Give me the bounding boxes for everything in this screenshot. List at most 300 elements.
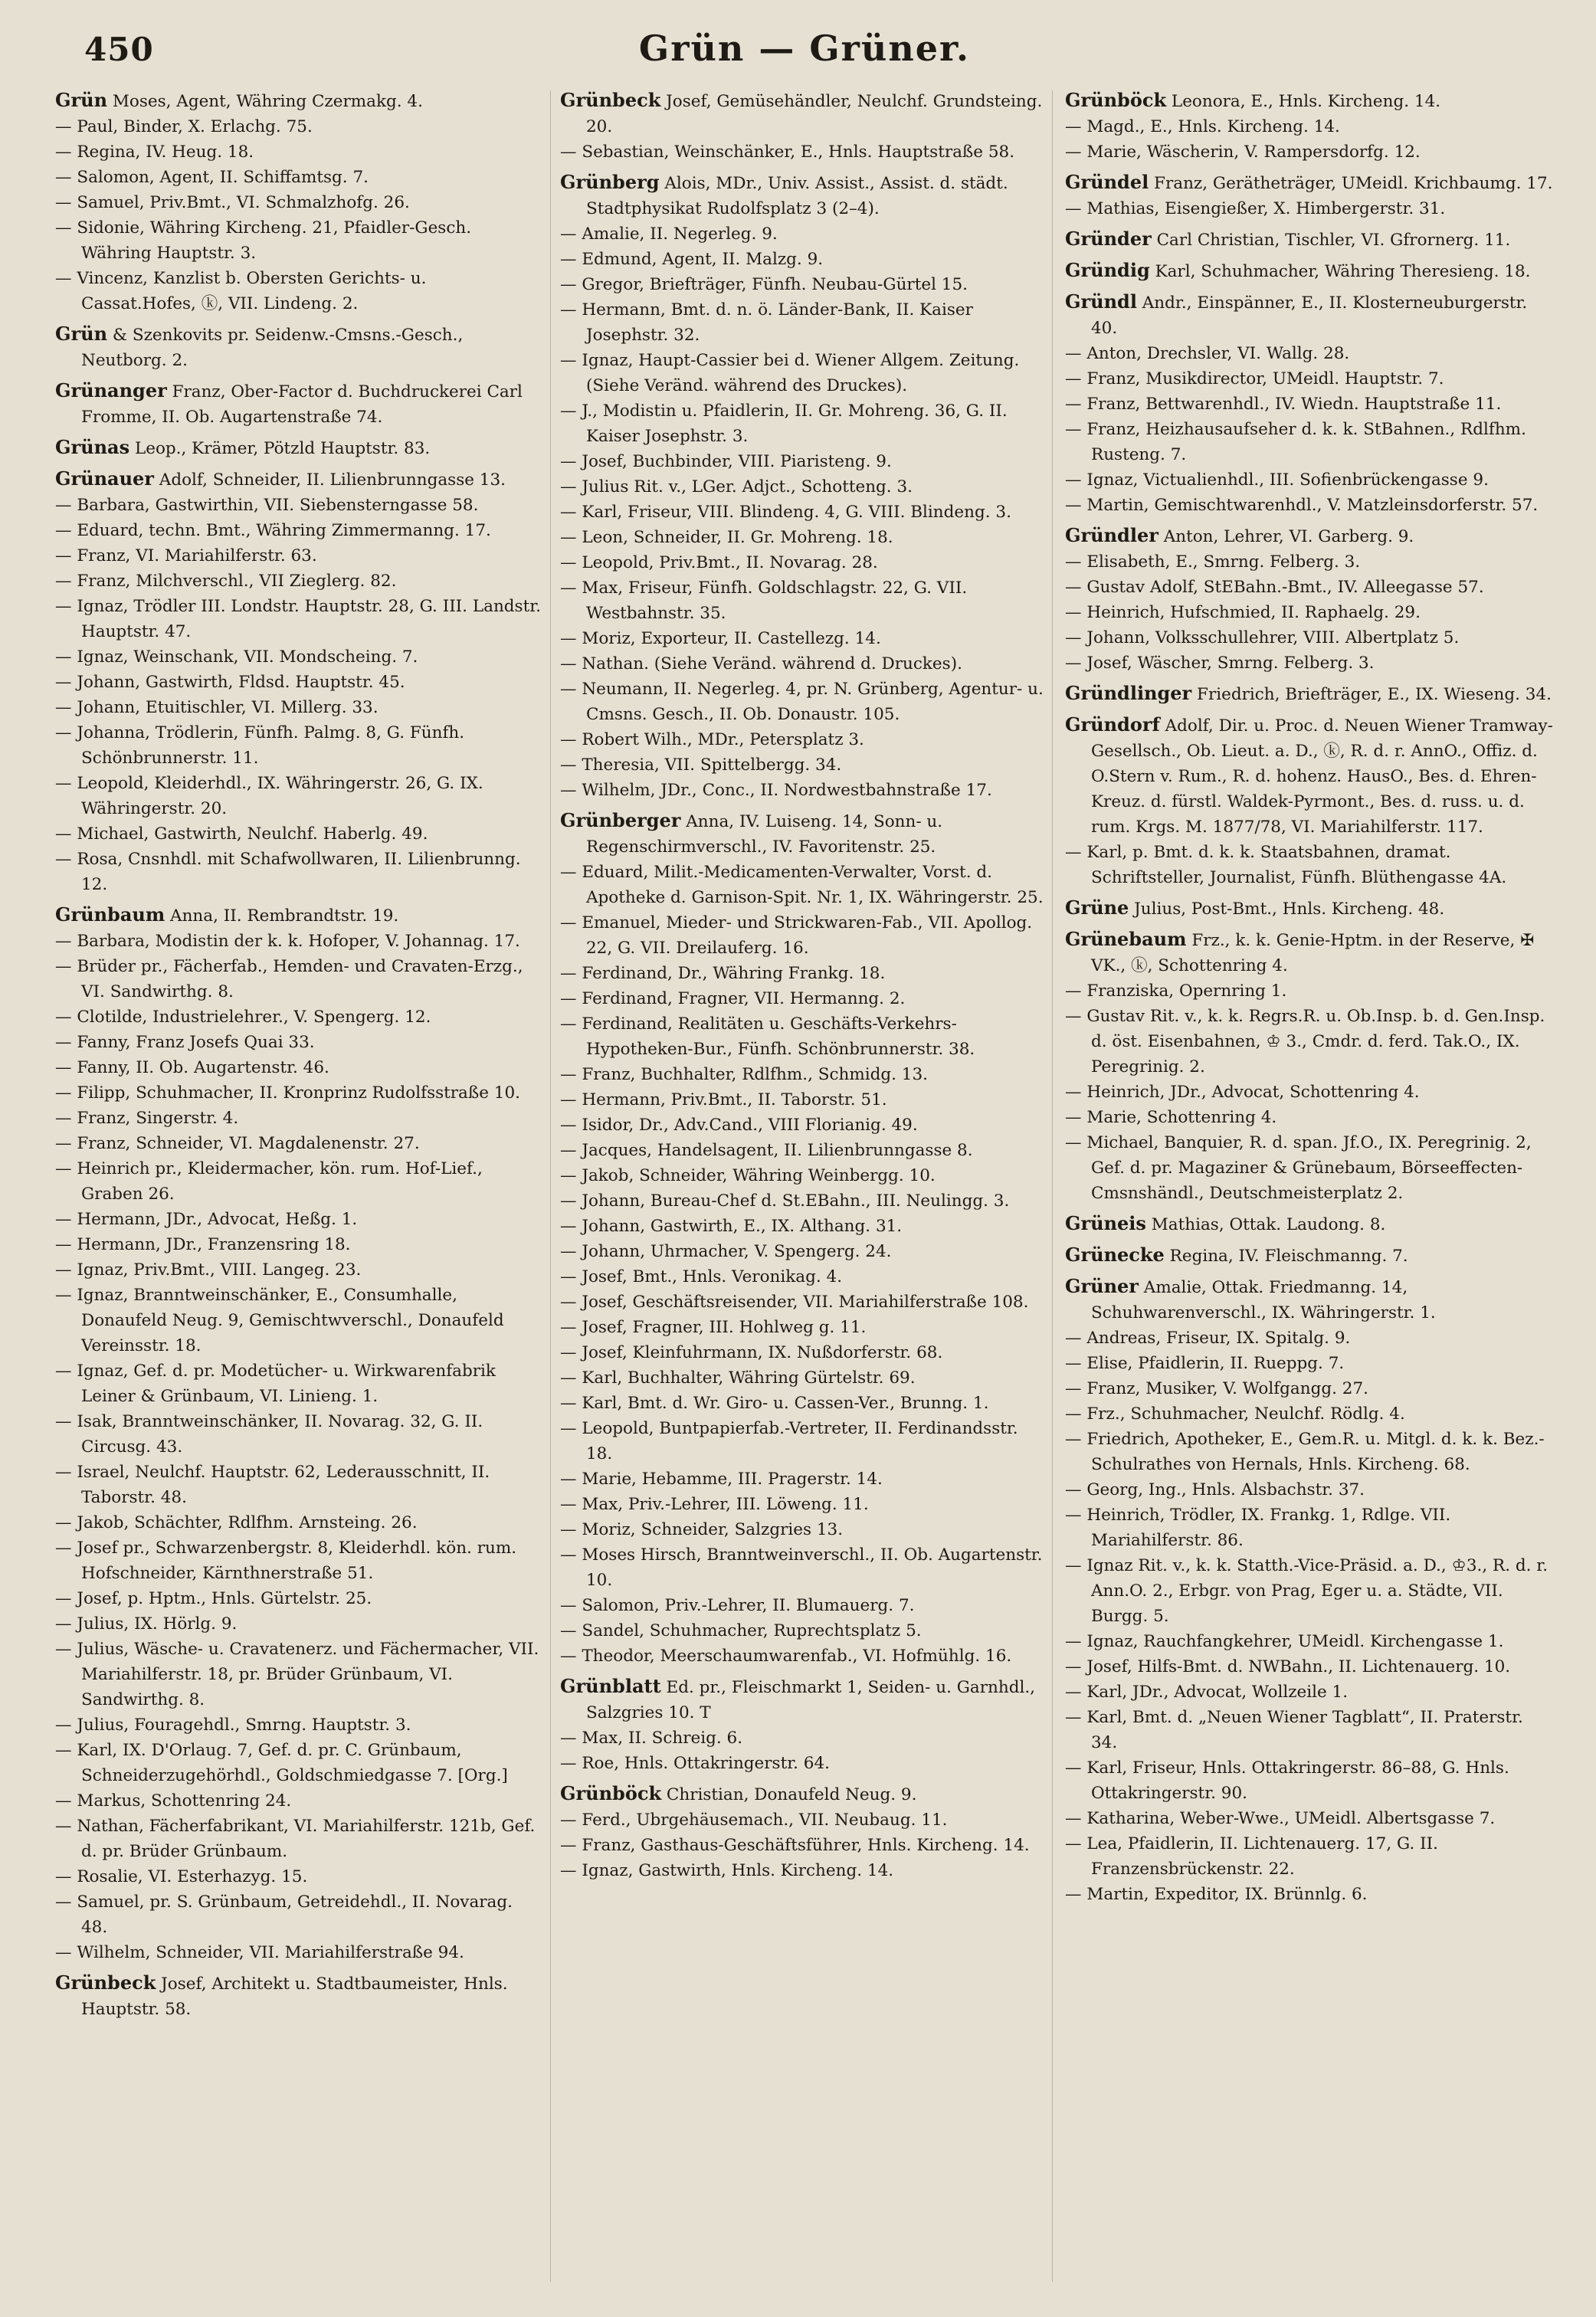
entry-text: — Ignaz, Weinschank, VII. Mondscheing. 7. (55, 647, 418, 667)
directory-entry (55, 139, 543, 165)
directory-surname-entry (1065, 1273, 1553, 1326)
directory-entry (55, 821, 543, 847)
directory-surname-entry (1065, 226, 1553, 253)
directory-entry (55, 1712, 543, 1738)
directory-entry (560, 651, 1048, 677)
entry-text: — Theresia, VII. Spittelbergg. 34. (560, 755, 842, 775)
entry-text: — Franz, Milchverschl., VII Zieglerg. 82. (55, 572, 397, 591)
directory-surname-entry (1065, 289, 1553, 341)
entry-text: — Nathan. (Siehe Veränd. während d. Druckes). (560, 654, 962, 673)
directory-entry (560, 1087, 1048, 1113)
entry-text: — Hermann, JDr., Advocat, Heßg. 1. (55, 1210, 358, 1229)
surname: Grünbaum (55, 903, 165, 926)
directory-entry (560, 550, 1048, 575)
directory-entry (560, 398, 1048, 449)
entry-text: — Julius, Fouragehdl., Smrng. Hauptstr. 3. (55, 1716, 411, 1735)
entry-text: — Leopold, Buntpapierfab.-Vertreter, II. Ferdinandsstr. 18. (560, 1419, 1018, 1463)
directory-surname-entry (55, 466, 543, 493)
directory-entry (560, 525, 1048, 550)
directory-entry (560, 752, 1048, 778)
entry-text: — Johann, Volksschullehrer, VIII. Albertplatz 5. (1065, 628, 1460, 647)
entry-text: — Hermann, Bmt. d. n. ö. Länder-Bank, II. Kaiser Josephstr. 32. (560, 300, 973, 345)
surname: Gründer (1065, 228, 1152, 250)
entry-text: — Ignaz, Trödler III. Londstr. Hauptstr. 28, G. III. Landstr. Hauptstr. 47. (55, 597, 541, 641)
directory-surname-entry (560, 808, 1048, 860)
entry-text: — Franz, Musikdirector, UMeidl. Hauptstr. 7. (1065, 369, 1444, 388)
directory-entry (560, 1239, 1048, 1264)
entry-text: — Ignaz, Haupt-Cassier bei d. Wiener Allgem. Zeitung. (Siehe Veränd. während des Druckes). (560, 351, 1020, 395)
surname: Gründlinger (1065, 682, 1192, 704)
directory-entry (560, 910, 1048, 961)
directory-entry (55, 165, 543, 190)
entry-text: Amalie, Ottak. Friedmanng. 14, Schuhwarenverschl., IX. Währingerstr. 1. (1091, 1278, 1436, 1322)
directory-entry (560, 1264, 1048, 1290)
directory-entry (560, 1365, 1048, 1391)
directory-entry (1065, 549, 1553, 575)
entry-text: Leop., Krämer, Pötzld Hauptstr. 83. (129, 439, 431, 458)
directory-entry (55, 518, 543, 543)
directory-entry (560, 1833, 1048, 1858)
directory-surname-entry (1065, 87, 1553, 114)
entry-text: — Gustav Rit. v., k. k. Regrs.R. u. Ob.Insp. b. d. Gen.Insp. d. öst. Eisenbahnen, ♔ 3., Cmdr. d. ferd. Tak.O., IX. Peregrinig. 2. (1065, 1007, 1545, 1077)
entry-text: — J., Modistin u. Pfaidlerin, II. Gr. Mohreng. 36, G. II. Kaiser Josephstr. 3. (560, 401, 1008, 446)
directory-entry (560, 1138, 1048, 1163)
entry-text: — Max, Friseur, Fünfh. Goldschlagstr. 22, G. VII. Westbahnstr. 35. (560, 578, 968, 623)
surname: Gründler (1065, 524, 1158, 546)
entry-text: — Isidor, Dr., Adv.Cand., VIII Florianig. 49. (560, 1116, 918, 1135)
directory-entry (560, 1113, 1048, 1138)
running-title: Grün — Grüner. (638, 28, 971, 69)
surname: Gründel (1065, 171, 1149, 193)
directory-surname-entry (1065, 257, 1553, 284)
directory-entry (560, 1011, 1048, 1062)
directory-entry (1065, 1654, 1553, 1680)
directory-entry (560, 1062, 1048, 1087)
entry-text: — Josef, Fragner, III. Hohlweg g. 11. (560, 1318, 867, 1337)
directory-surname-entry (1065, 1211, 1553, 1237)
entry-text: — Johann, Gastwirth, E., IX. Althang. 31. (560, 1217, 903, 1236)
directory-surname-entry (1065, 926, 1553, 978)
entry-text: — Josef, Hilfs-Bmt. d. NWBahn., II. Lichtenauerg. 10. (1065, 1657, 1511, 1676)
directory-entry (1065, 600, 1553, 625)
entry-text: — Marie, Hebamme, III. Pragerstr. 14. (560, 1470, 883, 1489)
entry-text: — Lea, Pfaidlerin, II. Lichtenauerg. 17, G. II. Franzensbrückenstr. 22. (1065, 1834, 1438, 1879)
entry-text: — Karl, p. Bmt. d. k. k. Staatsbahnen, dramat. Schriftsteller, Journalist, Fünfh. Blüthengasse 4A. (1065, 843, 1507, 887)
entry-text: Julius, Post-Bmt., Hnls. Kircheng. 48. (1129, 900, 1445, 919)
directory-entry (1065, 392, 1553, 417)
directory-entry (55, 847, 543, 897)
entry-text: Franz, Gerätheträger, UMeidl. Krichbaumg. 17. (1149, 174, 1553, 193)
entry-text: Adolf, Schneider, II. Lilienbrunngasse 13. (153, 470, 506, 490)
directory-entry (1065, 1831, 1553, 1882)
entry-text: — Samuel, Priv.Bmt., VI. Schmalzhofg. 26. (55, 193, 410, 212)
directory-entry (55, 569, 543, 594)
directory-entry (1065, 978, 1553, 1004)
entry-text: — Ferdinand, Fragner, VII. Hermanng. 2. (560, 989, 906, 1008)
directory-entry (55, 954, 543, 1004)
entry-text: — Heinrich, Trödler, IX. Frankg. 1, Rdlge. VII. Mariahilferstr. 86. (1065, 1506, 1451, 1550)
entry-text: — Gustav Adolf, StEBahn.-Bmt., IV. Alleegasse 57. (1065, 578, 1484, 597)
entry-text: — Gregor, Briefträger, Fünfh. Neubau-Gürtel 15. (560, 275, 968, 294)
directory-entry (560, 474, 1048, 500)
entry-text: — Josef, p. Hptm., Hnls. Gürtelstr. 25. (55, 1589, 372, 1608)
entry-text: Josef, Architekt u. Stadtbaumeister, Hnls. Hauptstr. 58. (81, 1975, 508, 2019)
directory-entry (560, 778, 1048, 803)
directory-entry (55, 771, 543, 821)
entry-text: — Hermann, JDr., Franzensring 18. (55, 1235, 351, 1254)
entry-text: — Sebastian, Weinschänker, E., Hnls. Hauptstraße 58. (560, 143, 1015, 162)
entry-text: — Michael, Gastwirth, Neulchf. Haberlg. 49. (55, 824, 428, 844)
directory-surname-entry (1065, 712, 1553, 840)
entry-text: — Johann, Gastwirth, Fldsd. Hauptstr. 45. (55, 673, 405, 692)
directory-entry (560, 1725, 1048, 1751)
directory-entry (55, 1940, 543, 1965)
directory-entry (55, 1080, 543, 1106)
entry-text: — Josef, Geschäftsreisender, VII. Mariahilferstraße 108. (560, 1293, 1029, 1312)
directory-entry (55, 1788, 543, 1814)
entry-text: — Johann, Bureau-Chef d. St.EBahn., III. Neulingg. 3. (560, 1191, 1010, 1211)
directory-entry (1065, 139, 1553, 165)
directory-entry (560, 986, 1048, 1011)
entry-text: — Clotilde, Industrielehrer., V. Spengerg. 12. (55, 1008, 431, 1027)
entry-text: — Filipp, Schuhmacher, II. Kronprinz Rudolfsstraße 10. (55, 1083, 520, 1103)
directory-entry (55, 1207, 543, 1232)
entry-text: Frz., k. k. Genie-Hptm. in der Reserve, ✠ VK., ⓚ, Schottenring 4. (1091, 931, 1535, 975)
directory-entry (560, 626, 1048, 651)
entry-text: — Josef pr., Schwarzenbergstr. 8, Kleiderhdl. kön. rum. Hofschneider, Kärnthnerstraße 51. (55, 1539, 517, 1583)
directory-entry (1065, 1376, 1553, 1401)
entry-text: — Leon, Schneider, II. Gr. Mohreng. 18. (560, 528, 893, 547)
directory-entry (560, 1315, 1048, 1340)
directory-entry (1065, 196, 1553, 221)
directory-entry (1065, 1130, 1553, 1206)
entry-text: Karl, Schuhmacher, Währing Theresieng. 18. (1149, 262, 1531, 281)
entry-text: — Sandel, Schuhmacher, Ruprechtsplatz 5. (560, 1621, 922, 1640)
directory-entry (560, 1188, 1048, 1214)
entry-text: — Jakob, Schneider, Währing Weinbergg. 10. (560, 1166, 936, 1185)
directory-entry (1065, 840, 1553, 890)
directory-entry (1065, 1503, 1553, 1553)
entry-text: — Anton, Drechsler, VI. Wallg. 28. (1065, 344, 1350, 363)
directory-entry (55, 929, 543, 954)
surname: Gründorf (1065, 713, 1160, 736)
directory-entry (55, 594, 543, 644)
directory-entry (1065, 651, 1553, 676)
entry-text: — Josef, Bmt., Hnls. Veronikag. 4. (560, 1267, 843, 1286)
entry-text: — Jakob, Schächter, Rdlfhm. Arnsteing. 26. (55, 1513, 418, 1532)
surname: Grünberger (560, 809, 681, 831)
entry-text: — Ignaz, Victualienhdl., III. Sofienbrückengasse 9. (1065, 470, 1489, 490)
directory-entry (1065, 1326, 1553, 1351)
directory-entry (55, 1460, 543, 1510)
surname: Grüne (1065, 896, 1129, 919)
directory-columns (55, 83, 1553, 2297)
directory-entry (560, 1492, 1048, 1517)
directory-entry (560, 139, 1048, 165)
directory-entry (1065, 1105, 1553, 1130)
directory-entry (560, 1340, 1048, 1365)
directory-entry (1065, 341, 1553, 366)
directory-entry (1065, 1004, 1553, 1080)
directory-entry (560, 1517, 1048, 1542)
entry-text: — Ignaz, Branntweinschänker, E., Consumhalle, Donaufeld Neug. 9, Gemischtwverschl., Donaufeld Vereinsstr. 18. (55, 1286, 504, 1355)
entry-text: — Jacques, Handelsagent, II. Lilienbrunngasse 8. (560, 1141, 973, 1160)
directory-surname-entry (1065, 895, 1553, 922)
directory-entry (1065, 1080, 1553, 1105)
entry-text: — Salomon, Priv.-Lehrer, II. Blumauerg. 7. (560, 1596, 915, 1615)
directory-entry (1065, 1629, 1553, 1654)
entry-text: Mathias, Ottak. Laudong. 8. (1145, 1215, 1386, 1234)
entry-text: — Nathan, Fächerfabrikant, VI. Mariahilferstr. 121b, Gef. d. pr. Brüder Grünbaum. (55, 1817, 536, 1861)
entry-text: — Emanuel, Mieder- und Strickwaren-Fab., VII. Apollog. 22, G. VII. Dreilauferg. 16. (560, 913, 1033, 958)
entry-text: — Regina, IV. Heug. 18. (55, 143, 254, 162)
directory-entry (55, 695, 543, 720)
directory-surname-entry (55, 321, 543, 373)
entry-text: — Markus, Schottenring 24. (55, 1791, 292, 1811)
entry-text: — Sidonie, Währing Kircheng. 21, Pfaidler-Gesch. Währing Hauptstr. 3. (55, 218, 472, 263)
directory-entry (560, 677, 1048, 727)
entry-text: — Martin, Gemischtwarenhdl., V. Matzleinsdorferstr. 57. (1065, 496, 1539, 515)
entry-text: — Robert Wilh., MDr., Petersplatz 3. (560, 730, 864, 749)
directory-surname-entry (55, 434, 543, 461)
directory-surname-entry (560, 1781, 1048, 1807)
surname: Grünböck (1065, 89, 1167, 111)
entry-text: — Karl, Friseur, Hnls. Ottakringerstr. 86–88, G. Hnls. Ottakringerstr. 90. (1065, 1758, 1509, 1803)
directory-entry (560, 348, 1048, 398)
directory-surname-entry (560, 87, 1048, 139)
directory-entry (55, 670, 543, 695)
entry-text: Moses, Agent, Währing Czermakg. 4. (107, 92, 423, 111)
entry-text: — Karl, Buchhalter, Währing Gürtelstr. 69. (560, 1368, 916, 1388)
entry-text: — Moriz, Exporteur, II. Castellezg. 14. (560, 629, 881, 648)
directory-entry (560, 500, 1048, 525)
directory-entry (560, 1290, 1048, 1315)
entry-text: — Johann, Etuitischler, VI. Millerg. 33. (55, 698, 379, 717)
entry-text: — Hermann, Priv.Bmt., II. Taborstr. 51. (560, 1090, 887, 1109)
directory-entry (1065, 1351, 1553, 1376)
entry-text: — Mathias, Eisengießer, X. Himbergerstr. 31. (1065, 199, 1446, 218)
directory-entry (55, 1030, 543, 1055)
entry-text: — Elise, Pfaidlerin, II. Rueppg. 7. (1065, 1354, 1345, 1373)
directory-entry (55, 1004, 543, 1030)
entry-text: — Ignaz, Rauchfangkehrer, UMeidl. Kirchengasse 1. (1065, 1632, 1504, 1651)
directory-entry (560, 247, 1048, 272)
directory-entry (560, 1858, 1048, 1883)
entry-text: — Roe, Hnls. Ottakringerstr. 64. (560, 1754, 830, 1773)
directory-entry (1065, 114, 1553, 139)
entry-text: Christian, Donaufeld Neug. 9. (661, 1785, 917, 1804)
entry-text: — Leopold, Kleiderhdl., IX. Währingerstr. 26, G. IX. Währingerstr. 20. (55, 774, 483, 818)
surname: Grünblatt (560, 1675, 661, 1697)
entry-text: — Franz, Heizhausaufseher d. k. k. StBahnen., Rdlfhm. Rusteng. 7. (1065, 420, 1526, 464)
entry-text: — Fanny, Franz Josefs Quai 33. (55, 1033, 315, 1052)
directory-entry (560, 860, 1048, 910)
directory-entry (560, 221, 1048, 247)
directory-entry (55, 1131, 543, 1156)
entry-text: Anton, Lehrer, VI. Garberg. 9. (1158, 527, 1414, 546)
directory-entry (55, 493, 543, 518)
surname: Grünanger (55, 379, 167, 401)
entry-text: — Elisabeth, E., Smrng. Felberg. 3. (1065, 552, 1361, 572)
entry-text: Ed. pr., Fleischmarkt 1, Seiden- u. Garnhdl., Salzgries 10. T (586, 1678, 1036, 1722)
entry-text: Josef, Gemüsehändler, Neulchf. Grundsteing. 20. (586, 92, 1043, 136)
surname: Grünberg (560, 171, 660, 193)
directory-column-1 (55, 83, 543, 2297)
entry-text: — Martin, Expeditor, IX. Brünnlg. 6. (1065, 1885, 1368, 1904)
entry-text: — Ignaz, Priv.Bmt., VIII. Langeg. 23. (55, 1260, 362, 1280)
directory-entry (560, 1593, 1048, 1618)
entry-text: — Amalie, II. Negerleg. 9. (560, 224, 778, 244)
directory-surname-entry (1065, 169, 1553, 196)
surname: Grünbeck (560, 89, 661, 111)
page-header (84, 23, 1525, 77)
entry-text: — Julius, IX. Hörlg. 9. (55, 1614, 238, 1634)
directory-entry (1065, 1806, 1553, 1831)
directory-entry (55, 1611, 543, 1637)
entry-text: — Franz, Bettwarenhdl., IV. Wiedn. Hauptstraße 11. (1065, 395, 1502, 414)
directory-entry (55, 1586, 543, 1611)
directory-entry (560, 272, 1048, 297)
directory-surname-entry (55, 87, 543, 114)
entry-text: — Moriz, Schneider, Salzgries 13. (560, 1520, 844, 1539)
entry-text: — Rosalie, VI. Esterhazyg. 15. (55, 1867, 308, 1886)
entry-text: — Eduard, Milit.-Medicamenten-Verwalter, Vorst. d. Apotheke d. Garnison-Spit. Nr. 1, IX. Währingerstr. 25. (560, 863, 1044, 907)
surname: Grün (55, 89, 108, 111)
directory-entry (55, 1535, 543, 1586)
directory-entry (1065, 366, 1553, 392)
entry-text: Franz, Ober-Factor d. Buchdruckerei Carl Fromme, II. Ob. Augartenstraße 74. (81, 382, 523, 427)
directory-entry (55, 1889, 543, 1940)
entry-text: — Heinrich pr., Kleidermacher, kön. rum. Hof-Lief., Graben 26. (55, 1159, 483, 1204)
entry-text: — Karl, JDr., Advocat, Wollzeile 1. (1065, 1683, 1349, 1702)
entry-text: Regina, IV. Fleischmanng. 7. (1164, 1247, 1408, 1266)
entry-text: — Julius, Wäsche- u. Cravatenerz. und Fächermacher, VII. Mariahilferstr. 18, pr. Brüder Grünbaum, VI. Sandwirthg. 8. (55, 1640, 539, 1709)
entry-text: — Georg, Ing., Hnls. Alsbachstr. 37. (1065, 1480, 1365, 1499)
directory-entry (560, 297, 1048, 348)
directory-entry (560, 1391, 1048, 1416)
directory-entry (1065, 1882, 1553, 1907)
directory-entry (55, 114, 543, 139)
directory-column-3 (1065, 83, 1553, 2297)
directory-entry (55, 1055, 543, 1080)
entry-text: — Johanna, Trödlerin, Fünfh. Palmg. 8, G. Fünfh. Schönbrunnerstr. 11. (55, 723, 465, 768)
directory-entry (55, 1738, 543, 1788)
directory-entry (55, 1257, 543, 1283)
entry-text: — Michael, Banquier, R. d. span. Jf.O., IX. Peregrinig. 2, Gef. d. pr. Magaziner & Grünebaum, Börseeffecten-Cmsnshändl., Deutschmeisterplatz 2. (1065, 1133, 1532, 1203)
entry-text: — Barbara, Gastwirthin, VII. Siebensterngasse 58. (55, 496, 479, 515)
directory-entry (55, 266, 543, 316)
directory-surname-entry (55, 378, 543, 430)
entry-text: — Katharina, Weber-Wwe., UMeidl. Albertsgasse 7. (1065, 1809, 1496, 1828)
entry-text: — Franz, VI. Mariahilferstr. 63. (55, 546, 317, 565)
directory-surname-entry (560, 1673, 1048, 1725)
directory-entry (55, 1358, 543, 1409)
directory-entry (55, 543, 543, 569)
surname: Gründl (1065, 290, 1137, 313)
entry-text: — Theodor, Meerschaumwarenfab., VI. Hofmühlg. 16. (560, 1647, 1012, 1666)
directory-surname-entry (1065, 523, 1553, 549)
entry-text: — Josef, Wäscher, Smrng. Felberg. 3. (1065, 654, 1375, 673)
directory-entry (55, 1864, 543, 1889)
directory-entry (560, 1807, 1048, 1833)
entry-text: — Karl, Friseur, VIII. Blindeng. 4, G. VIII. Blindeng. 3. (560, 503, 1011, 522)
entry-text: — Josef, Kleinfuhrmann, IX. Nußdorferstr. 68. (560, 1343, 943, 1362)
entry-text: — Ferdinand, Dr., Währing Frankg. 18. (560, 964, 886, 983)
directory-entry (560, 1163, 1048, 1188)
directory-entry (560, 449, 1048, 474)
directory-entry (55, 720, 543, 771)
entry-text: Carl Christian, Tischler, VI. Gfrornerg. 11. (1151, 231, 1511, 250)
entry-text: — Leopold, Priv.Bmt., II. Novarag. 28. (560, 553, 878, 572)
directory-entry (560, 1467, 1048, 1492)
entry-text: — Josef, Buchbinder, VIII. Piaristeng. 9. (560, 452, 892, 471)
entry-text: — Wilhelm, JDr., Conc., II. Nordwestbahnstraße 17. (560, 781, 992, 800)
surname: Grünecke (1065, 1244, 1165, 1266)
entry-text: — Marie, Schottenring 4. (1065, 1108, 1277, 1127)
directory-entry (1065, 1755, 1553, 1806)
directory-entry (1065, 417, 1553, 467)
directory-entry (55, 1156, 543, 1207)
directory-entry (1065, 625, 1553, 651)
entry-text: & Szenkovits pr. Seidenw.-Cmsns.-Gesch., Neutborg. 2. (81, 326, 464, 370)
surname: Grüneis (1065, 1212, 1146, 1234)
entry-text: — Johann, Uhrmacher, V. Spengerg. 24. (560, 1242, 892, 1261)
entry-text: — Franz, Musiker, V. Wolfgangg. 27. (1065, 1379, 1368, 1398)
entry-text: — Franz, Buchhalter, Rdlfhm., Schmidg. 13. (560, 1065, 929, 1084)
directory-entry (55, 1510, 543, 1535)
directory-entry (1065, 493, 1553, 518)
entry-text: — Heinrich, JDr., Advocat, Schottenring 4. (1065, 1083, 1420, 1102)
entry-text: — Ignaz, Gef. d. pr. Modetücher- u. Wirkwarenfabrik Leiner & Grünbaum, VI. Linieng. 1. (55, 1362, 496, 1406)
directory-entry (55, 1283, 543, 1358)
entry-text: Andr., Einspänner, E., II. Klosterneuburgerstr. 40. (1091, 293, 1528, 338)
entry-text: — Fanny, II. Ob. Augartenstr. 46. (55, 1058, 329, 1077)
entry-text: — Marie, Wäscherin, V. Rampersdorfg. 12. (1065, 143, 1421, 162)
directory-surname-entry (1065, 1242, 1553, 1269)
entry-text: — Andreas, Friseur, IX. Spitalg. 9. (1065, 1329, 1351, 1348)
directory-column-2 (560, 83, 1048, 2297)
entry-text: — Isak, Branntweinschänker, II. Novarag. 32, G. II. Circusg. 43. (55, 1412, 483, 1457)
directory-entry (1065, 1477, 1553, 1503)
directory-entry (55, 190, 543, 215)
entry-text: — Franziska, Opernring 1. (1065, 982, 1287, 1001)
surname: Grün (55, 323, 108, 345)
directory-entry (1065, 467, 1553, 493)
directory-entry (55, 1637, 543, 1712)
directory-entry (560, 1214, 1048, 1239)
directory-entry (560, 727, 1048, 752)
entry-text: — Frz., Schuhmacher, Neulchf. Rödlg. 4. (1065, 1404, 1405, 1424)
entry-text: — Wilhelm, Schneider, VII. Mariahilferstraße 94. (55, 1943, 464, 1962)
surname: Grünböck (560, 1782, 662, 1804)
entry-text: — Franz, Gasthaus-Geschäftsführer, Hnls. Kircheng. 14. (560, 1836, 1030, 1855)
entry-text: Anna, IV. Luiseng. 14, Sonn- u. Regenschirmverschl., IV. Favoritenstr. 25. (586, 812, 943, 857)
directory-entry (560, 1618, 1048, 1644)
directory-entry (1065, 1705, 1553, 1755)
entry-text: — Franz, Singerstr. 4. (55, 1109, 239, 1128)
entry-text: — Barbara, Modistin der k. k. Hofoper, V. Johannag. 17. (55, 932, 520, 951)
directory-entry (1065, 1680, 1553, 1705)
directory-entry (560, 1751, 1048, 1776)
entry-text: — Karl, IX. D'Orlaug. 7, Gef. d. pr. C. Grünbaum, Schneiderzugehörhdl., Goldschmiedgasse 7. [Org.] (55, 1741, 508, 1785)
entry-text: — Magd., E., Hnls. Kircheng. 14. (1065, 117, 1340, 136)
directory-surname-entry (1065, 680, 1553, 707)
directory-entry (1065, 575, 1553, 600)
entry-text: — Paul, Binder, X. Erlachg. 75. (55, 117, 313, 136)
directory-entry (1065, 1401, 1553, 1427)
entry-text: — Vincenz, Kanzlist b. Obersten Gerichts- u. Cassat.Hofes, ⓚ, VII. Lindeng. 2. (55, 269, 427, 313)
directory-surname-entry (560, 169, 1048, 221)
